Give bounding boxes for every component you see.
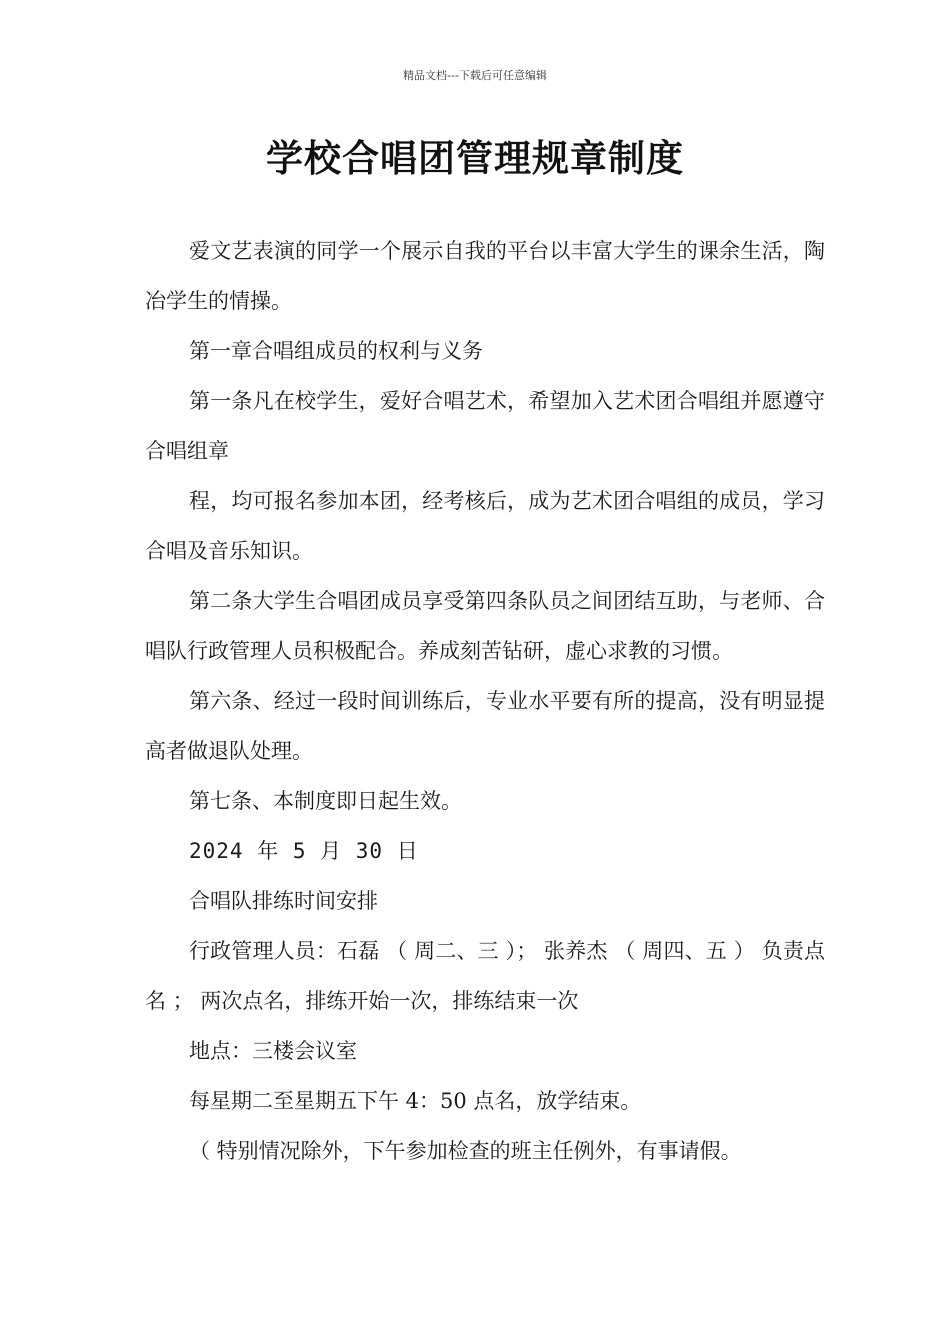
schedule-heading: 合唱队排练时间安排 [189, 889, 378, 913]
article-7-paragraph: 第七条、本制度即日起生效。 [189, 789, 462, 813]
article-1-paragraph: 第一条凡在校学生，爱好合唱艺术，希望加入艺术团合唱组并愿遵守合唱组章 [145, 389, 825, 463]
article-1-continued-paragraph: 程，均可报名参加本团，经考核后，成为艺术团合唱组的成员，学习合唱及音乐知识。 [145, 489, 825, 563]
location-line: 地点：三楼会议室 [189, 1039, 357, 1063]
document-body [145, 226, 825, 1176]
document-title: 学校合唱团管理规章制度 [266, 137, 684, 180]
article-6-paragraph: 第六条、经过一段时间训练后，专业水平要有所的提高，没有明显提高者做退队处理。 [145, 689, 825, 763]
rollcall-time-line: 每星期二至星期五下午 4：50 点名，放学结束。 [189, 1089, 642, 1113]
exception-note-line: （ 特别情况除外，下午参加检查的班主任例外，有事请假。 [189, 1139, 742, 1163]
article-2-paragraph: 第二条大学生合唱团成员享受第四条队员之间团结互助，与老师、合唱队行政管理人员积极配合。养成刻苦钻研，虚心求教的习惯。 [145, 589, 825, 663]
page-header-note: 精品文档---下载后可任意编辑 [403, 69, 547, 82]
admin-staff-paragraph: 行政管理人员：石磊 （ 周二、三 ）； 张养杰 （ 周四、五 ） 负责点名 ； 两次点名，排练开始一次，排练结束一次 [145, 939, 825, 1013]
intro-paragraph: 爱文艺表演的同学一个展示自我的平台以丰富大学生的课余生活，陶冶学生的情操。 [145, 239, 825, 313]
chapter-heading: 第一章合唱组成员的权利与义务 [189, 339, 483, 363]
date-line: 2024 年 5 月 30 日 [189, 839, 419, 863]
